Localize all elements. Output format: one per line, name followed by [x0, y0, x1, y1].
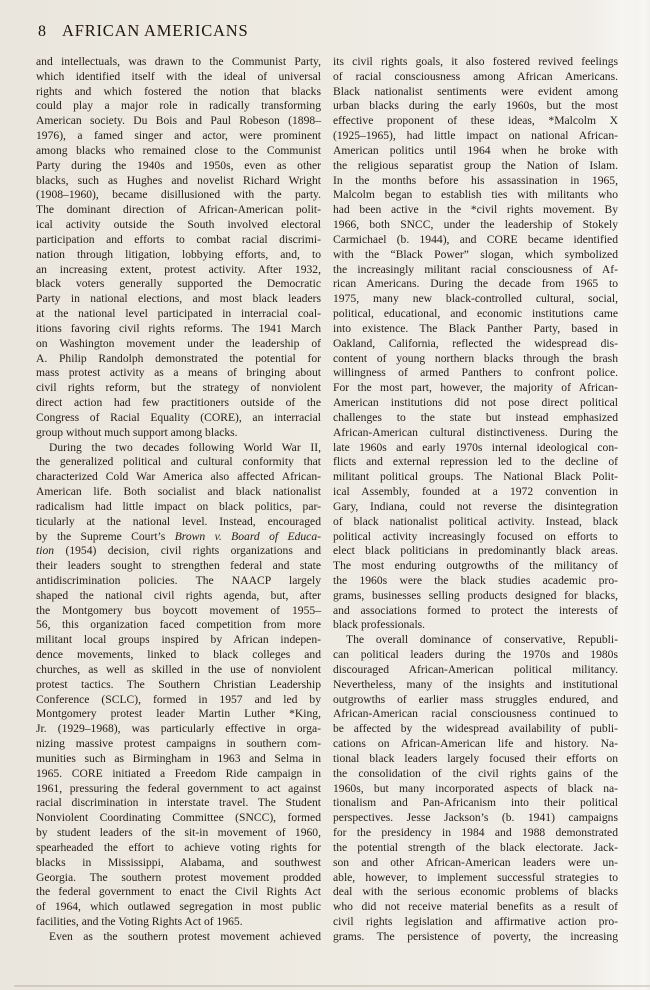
text-line: elect black politicians in predominantly black areas. [333, 544, 618, 558]
text-line: 1961, pressuring the federal government to act against [36, 781, 321, 795]
text-line: churches, as well as skilled in the use of nonviolent [36, 662, 321, 676]
text-line: 1960s, but many incorporated aspects of black na- [333, 781, 618, 795]
text-line: Jr. (1929–1968), was particularly effective in orga- [36, 722, 321, 736]
text-line: among blacks who remained close to the Communist [36, 143, 321, 157]
text-line: Georgia. The southern protest movement prodded [36, 870, 321, 884]
text-line: flicts and external repression led to the decline of [333, 455, 618, 469]
text-line: Oakland, California, reflected the widespread dis- [333, 336, 618, 350]
article-text-block [36, 55, 618, 945]
text-line: American institutions did not pose direct political [333, 396, 618, 410]
text-line: Black nationalist sentiments were evident among [333, 84, 618, 98]
text-line: black professionals. [333, 618, 426, 632]
text-line: of black nationalist political activity. Instead, black [333, 514, 618, 528]
text-column-left [36, 55, 321, 945]
text-line: the increasingly militant racial consciousness of Af- [333, 262, 618, 276]
text-line: the federal government to enact the Civil Rights Act [36, 885, 321, 899]
text-line: the consolidation of the civil rights gains of the [333, 766, 618, 780]
text-line: civil rights legislation and affirmative action pro- [333, 915, 618, 929]
text-line: Congress of Racial Equality (CORE), an interracial [36, 410, 321, 424]
text-line: 1965. CORE initiated a Freedom Ride campaign in [36, 766, 321, 780]
text-line: shaped the national civil rights agenda, but, after [36, 588, 321, 602]
text-line: for the presidency in 1984 and 1988 demonstrated [333, 826, 618, 840]
text-line: cations on African-American life and history. Na- [333, 737, 618, 751]
text-line: political, educational, and economic institutions came [333, 307, 618, 321]
text-line: radicalism had little impact on black politics, par- [36, 499, 321, 513]
text-line: willingness of armed Panthers to confront police. [333, 366, 618, 380]
text-line: Gary, Indiana, could not reverse the disintegration [333, 499, 618, 513]
text-line: Nevertheless, many of the insights and institutional [333, 677, 618, 691]
text-line: direct action had few practitioners outside of the [36, 396, 321, 410]
text-line: 1966, both SNCC, under the leadership of Stokely [333, 218, 618, 232]
text-line: itions favoring civil rights reforms. The 1941 March [36, 321, 321, 335]
text-line: American politics until 1964 when he broke with [333, 143, 618, 157]
text-line: their leaders sought to strengthen federal and state [36, 559, 321, 573]
text-line: black voters generally supported the Democratic [36, 277, 321, 291]
text-line: 56, this organization faced competition from more [36, 618, 321, 632]
text-line: (1908–1960), became disillusioned with the party. [36, 188, 321, 202]
text-line: could play a major role in radically transforming [36, 99, 321, 113]
text-line: Carmichael (b. 1944), and CORE became identified [333, 232, 618, 246]
text-line: nation through litigation, lobbying efforts, and, to [36, 247, 321, 261]
text-line: by student leaders of the sit-in movement of 1960, [36, 826, 321, 840]
text-line: discouraged African-American political militancy. [333, 662, 618, 676]
text-line: Nonviolent Coordinating Committee (SNCC), formed [36, 811, 321, 825]
text-line: 1976), a famed singer and actor, were prominent [36, 129, 321, 143]
text-line: participation and efforts to combat racial discrimi- [36, 232, 321, 246]
text-line: an increasing extent, protest activity. After 1932, [36, 262, 321, 276]
text-line: antidiscrimination policies. The NAACP largely [36, 573, 321, 587]
text-line: tional black leaders largely focused their efforts on [333, 751, 618, 765]
text-line: its civil rights goals, it also fostered revived feelings [333, 55, 618, 68]
text-line: can political leaders during the 1970s and 1980s [333, 648, 618, 662]
text-line: the religious separatist group the Nation of Islam. [333, 158, 618, 172]
text-line: tionalism and Pan-Africanism into their political [333, 796, 618, 810]
text-line: at the national level participated in interracial coal- [36, 307, 321, 321]
text-line: rican Americans. During the decade from 1965 to [333, 277, 618, 291]
text-line: The most enduring outgrowths of the militancy of [333, 559, 618, 573]
text-line: deal with the serious economic problems of blacks [333, 885, 618, 899]
text-line: group without much support among blacks. [36, 425, 238, 439]
running-head-title: AFRICAN AMERICANS [62, 21, 249, 40]
text-line: effective proponent of these ideas, *Malcolm X [333, 114, 618, 128]
text-line: be affected by the widespread availability of publi- [333, 722, 618, 736]
text-line: the potential strength of the black electorate. Jack- [333, 840, 618, 854]
text-line: and associations formed to protect the interests of [333, 603, 618, 617]
text-line: protest tactics. The Southern Christian Leadership [36, 677, 321, 691]
text-line: content of young northern blacks through the brash [333, 351, 618, 365]
text-line: For the most part, however, the majority of African- [333, 381, 618, 395]
text-line: able, however, to implement successful strategies to [333, 870, 618, 884]
text-line: into existence. The Black Panther Party, based in [333, 321, 618, 335]
text-line: munities such as Birmingham in 1963 and Selma in [36, 751, 321, 765]
text-line: late 1960s and early 1970s internal ideological con- [333, 440, 618, 454]
text-line: challenges to the state but instead emphasized [333, 410, 618, 424]
text-line: civil rights reform, but the strategy of nonviolent [36, 381, 321, 395]
text-line: who did not receive material benefits as a result of [333, 900, 618, 914]
text-line: A. Philip Randolph demonstrated the potential for [36, 351, 321, 365]
text-line: Conference (SCLC), formed in 1957 and led by [36, 692, 321, 706]
text-line: African-American cultural distinctiveness. During the [333, 425, 618, 439]
text-line: militant political groups. The National Black Polit- [333, 470, 618, 484]
text-line: Party in national elections, and most black leaders [36, 292, 321, 306]
text-line: During the two decades following World War II, [49, 440, 321, 454]
text-line: dence movements, linked to black colleges and [36, 648, 321, 662]
text-line: blacks in Mississippi, Alabama, and southwest [36, 855, 321, 869]
text-line: ical Assembly, founded at a 1972 convention in [333, 485, 618, 499]
text-line: son and other African-American leaders were un- [333, 855, 618, 869]
text-line: militant local groups inspired by African indepen- [36, 633, 321, 647]
text-line: The overall dominance of conservative, Republi- [346, 633, 618, 647]
text-line: outgrowths of earlier mass struggles endured, and [333, 692, 618, 706]
text-line: tion (1954) decision, civil rights organizations and [36, 544, 321, 558]
text-line: on Washington movement under the leadership of [36, 336, 321, 350]
scan-edge-shadow [14, 985, 650, 987]
text-line: 1975, many new black-controlled cultural, social, [333, 292, 618, 306]
text-line: and intellectuals, was drawn to the Communist Party, [36, 55, 321, 68]
text-line: In the months before his assassination in 1965, [333, 173, 618, 187]
running-header [38, 21, 248, 41]
text-line: nizing massive protest campaigns in southern com- [36, 737, 321, 751]
text-line: perspectives. Jesse Jackson’s (b. 1941) campaigns [333, 811, 618, 825]
text-line: racial discrimination in interstate travel. The Student [36, 796, 321, 810]
text-line: Malcolm began to establish ties with militants who [333, 188, 618, 202]
text-line: characterized Cold War America also affected African- [36, 470, 321, 484]
text-line: American society. Du Bois and Paul Robeson (1898– [36, 114, 321, 128]
text-line: by the Supreme Court’s Brown v. Board of Educa- [36, 529, 321, 543]
text-line: of 1964, which outlawed segregation in most public [36, 900, 321, 914]
text-line: mass protest activity as a means of bringing about [36, 366, 321, 380]
scan-edge-highlight [636, 0, 650, 990]
text-line: ical activity outside the South involved electoral [36, 218, 321, 232]
text-line: had been active in the *civil rights movement. By [333, 203, 618, 217]
text-line: the generalized political and cultural conformity that [36, 455, 321, 469]
text-line: American life. Both socialist and black nationalist [36, 485, 321, 499]
text-line: facilities, and the Voting Rights Act of 1965. [36, 915, 243, 929]
text-line: the 1960s were the black studies academic pro- [333, 573, 618, 587]
text-line: with the “Black Power” slogan, which symbolized [333, 247, 618, 261]
text-line: Even as the southern protest movement achieved [49, 929, 321, 943]
page-number: 8 [38, 23, 46, 40]
text-line: urban blacks during the early 1960s, but the most [333, 99, 618, 113]
text-line: Party during the 1940s and 1950s, even as other [36, 158, 321, 172]
text-line: grams. The persistence of poverty, the increasing [333, 929, 618, 943]
text-line: grams, businesses selling products designed for blacks, [333, 588, 618, 602]
text-line: Montgomery protest leader Martin Luther *King, [36, 707, 321, 721]
text-line: which identified itself with the ideal of universal [36, 69, 321, 83]
text-line: The dominant direction of African-American polit- [36, 203, 321, 217]
text-line: ticularly at the national level. Instead, encouraged [36, 514, 321, 528]
text-line: blacks, such as Hughes and novelist Richard Wright [36, 173, 321, 187]
text-line: political activity increasingly focused on efforts to [333, 529, 618, 543]
text-column-right [333, 55, 618, 945]
text-line: of racial consciousness among African Americans. [333, 69, 618, 83]
text-line: spearheaded the effort to achieve voting rights for [36, 840, 321, 854]
text-line: African-American racial consciousness continued to [333, 707, 618, 721]
text-line: the Montgomery bus boycott movement of 1955– [36, 603, 321, 617]
text-line: rights and which fostered the notion that blacks [36, 84, 321, 98]
text-line: (1925–1965), had little impact on national African- [333, 129, 618, 143]
